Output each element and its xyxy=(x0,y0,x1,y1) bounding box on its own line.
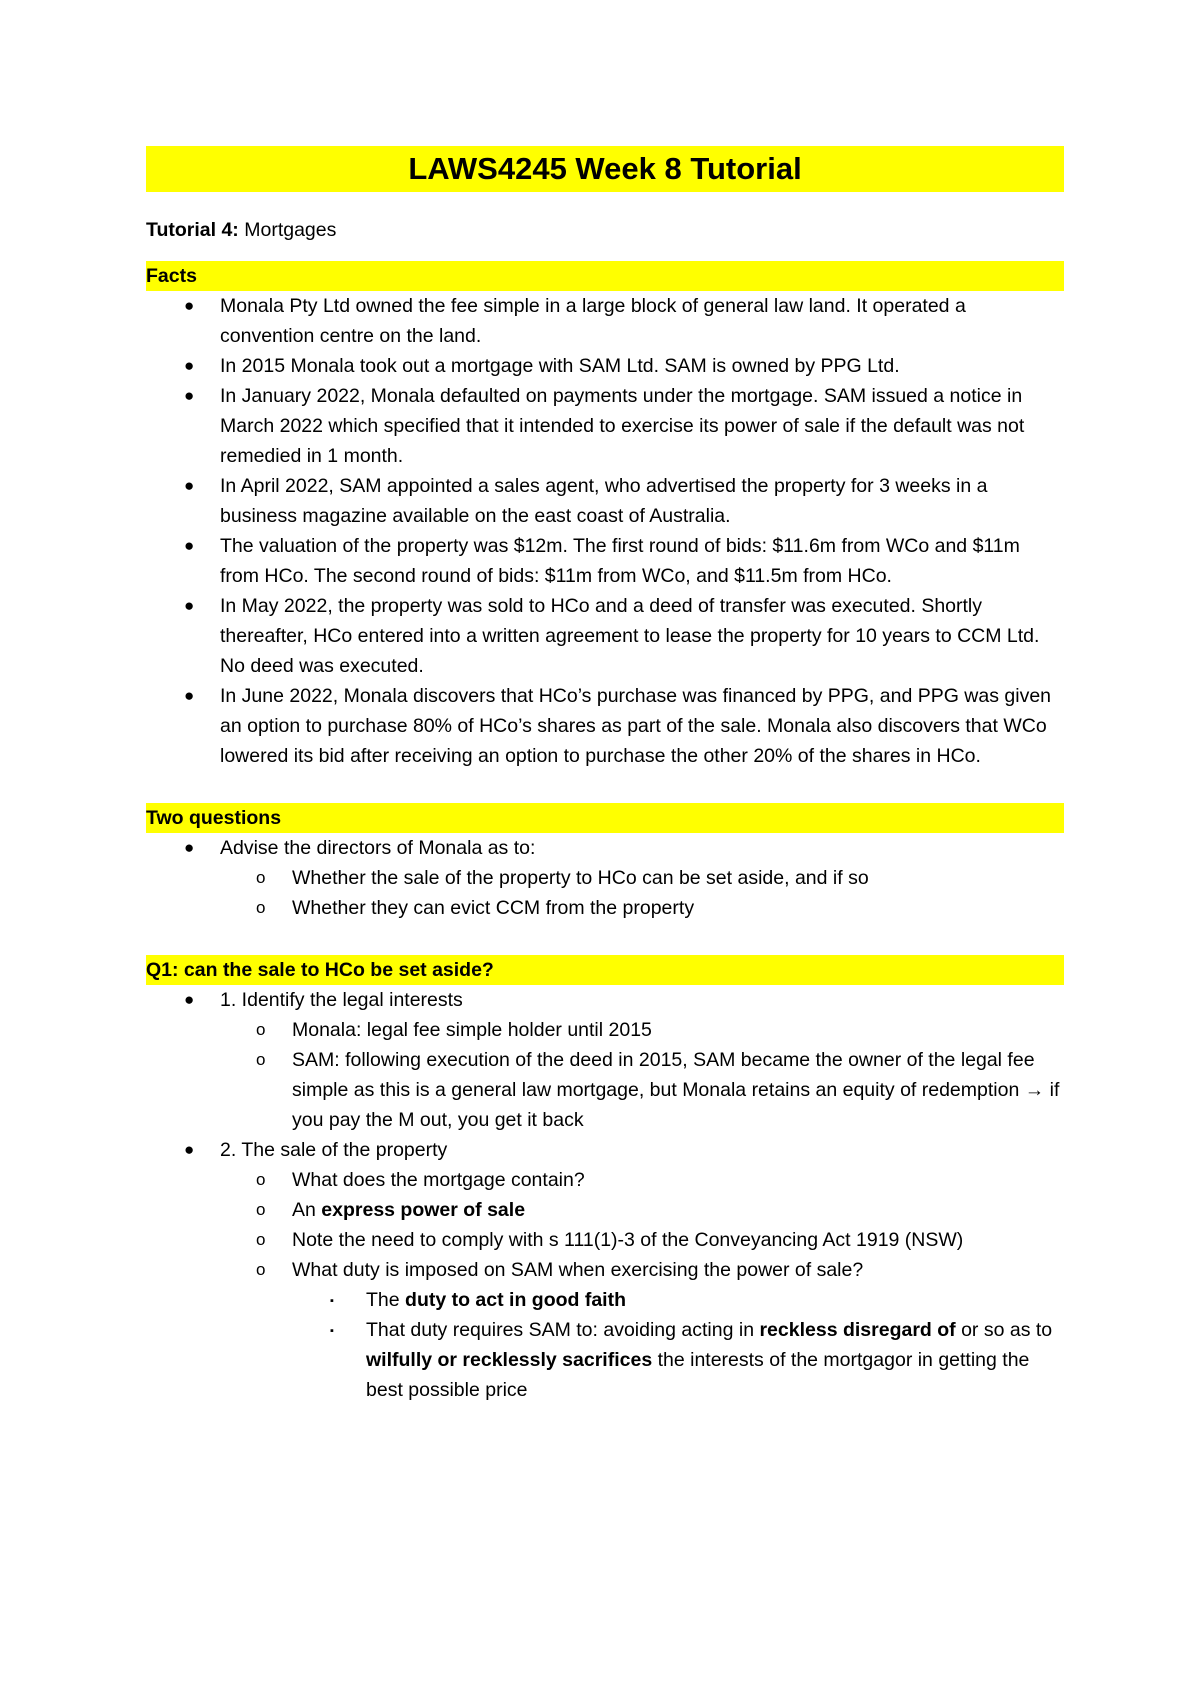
list-item xyxy=(146,1165,1064,1195)
page-title: LAWS4245 Week 8 Tutorial xyxy=(146,146,1064,192)
bullet-icon: ● xyxy=(184,596,195,615)
step-text: What duty is imposed on SAM when exercising the power of sale? xyxy=(292,1259,864,1281)
list-item xyxy=(146,1315,1064,1405)
fact-text: In May 2022, the property was sold to HCo and a deed of transfer was executed. Shortly thereafter, HCo entered into a written agreement to lease the property for 10 years to CCM Ltd. No deed was executed. xyxy=(220,595,1040,677)
questions-heading: Two questions xyxy=(146,803,1064,833)
duty-text: or so as to xyxy=(955,1319,1053,1341)
circle-bullet-icon: o xyxy=(256,868,266,887)
circle-bullet-icon: o xyxy=(256,1230,266,1249)
circle-bullet-icon: o xyxy=(256,1050,266,1069)
step-emphasis: express power of sale xyxy=(321,1199,526,1221)
list-item xyxy=(146,1045,1064,1135)
facts-list xyxy=(146,291,1064,771)
spacer xyxy=(146,245,1064,259)
list-item xyxy=(146,471,1064,531)
list-item xyxy=(146,381,1064,471)
bullet-icon: ● xyxy=(184,990,195,1009)
step-text: Note the need to comply with s 111(1)-3 of the Conveyancing Act 1919 (NSW) xyxy=(292,1229,964,1251)
fact-text: Monala Pty Ltd owned the fee simple in a large block of general law land. It operated a convention centre on the land. xyxy=(220,295,966,347)
list-item xyxy=(146,893,1064,923)
list-item xyxy=(146,1135,1064,1165)
circle-bullet-icon: o xyxy=(256,1170,266,1189)
spacer xyxy=(146,771,1064,801)
bullet-icon: ● xyxy=(184,356,195,375)
step-text: An xyxy=(292,1199,322,1221)
questions-list xyxy=(146,833,1064,923)
step-label: 2. The sale of the property xyxy=(220,1139,448,1161)
list-item xyxy=(146,1225,1064,1255)
question-text: Whether the sale of the property to HCo can be set aside, and if so xyxy=(292,867,869,889)
bullet-icon: ● xyxy=(184,838,195,857)
fact-text: In June 2022, Monala discovers that HCo’s purchase was financed by PPG, and PPG was given an option to purchase 80% of HCo’s shares as part of the sale. Monala also discovers that WCo lowered its bid after receiving an option to purchase the other 20% of the shares in HCo. xyxy=(220,685,1052,767)
fact-text: In 2015 Monala took out a mortgage with SAM Ltd. SAM is owned by PPG Ltd. xyxy=(220,355,900,377)
duty-text: the interests of the mortgagor in getting the best possible price xyxy=(366,1349,1030,1401)
circle-bullet-icon: o xyxy=(256,898,266,917)
step-label: 1. Identify the legal interests xyxy=(220,989,463,1011)
bullet-icon: ● xyxy=(184,386,195,405)
step-text: Monala: legal fee simple holder until 2015 xyxy=(292,1019,652,1041)
q1-list xyxy=(146,985,1064,1405)
duty-emphasis: duty to act in good faith xyxy=(405,1289,627,1311)
bullet-icon: ● xyxy=(184,686,195,705)
step-text: What does the mortgage contain? xyxy=(292,1169,585,1191)
square-bullet-icon: ▪ xyxy=(330,1295,334,1307)
fact-text: The valuation of the property was $12m. The first round of bids: $11.6m from WCo and $11m from HCo. The second round of bids: $11m from WCo, and $11.5m from HCo. xyxy=(220,535,1020,587)
duty-emphasis: wilfully or recklessly sacrifices xyxy=(366,1349,653,1371)
facts-heading: Facts xyxy=(146,261,1064,291)
fact-text: In January 2022, Monala defaulted on payments under the mortgage. SAM issued a notice in March 2022 which specified that it intended to exercise its power of sale if the default was not remedied in 1 month. xyxy=(220,385,1025,467)
list-item xyxy=(146,1015,1064,1045)
list-item xyxy=(146,1255,1064,1285)
question-intro: Advise the directors of Monala as to: xyxy=(220,837,536,859)
bullet-icon: ● xyxy=(184,476,195,495)
list-item xyxy=(146,1195,1064,1225)
bullet-icon: ● xyxy=(184,1140,195,1159)
tutorial-topic: Mortgages xyxy=(238,219,337,241)
list-item xyxy=(146,291,1064,351)
square-bullet-icon: ▪ xyxy=(330,1325,334,1337)
step-text: SAM: following execution of the deed in 2015, SAM became the owner of the legal fee simple as this is a general law mortgage, but Monala retains an equity of redemption xyxy=(292,1049,1035,1101)
duty-emphasis: reckless disregard of xyxy=(759,1319,956,1341)
bullet-icon: ● xyxy=(184,296,195,315)
list-item xyxy=(146,531,1064,591)
fact-text: In April 2022, SAM appointed a sales agent, who advertised the property for 3 weeks in a business magazine available on the east coast of Australia. xyxy=(220,475,988,527)
list-item xyxy=(146,985,1064,1015)
spacer xyxy=(146,923,1064,953)
list-item xyxy=(146,681,1064,771)
list-item xyxy=(146,591,1064,681)
step-text: if you pay the M out, you get it back xyxy=(292,1079,1060,1131)
question-text: Whether they can evict CCM from the property xyxy=(292,897,695,919)
duty-text: That duty requires SAM to: avoiding acting in xyxy=(366,1319,760,1341)
tutorial-label: Tutorial 4: xyxy=(146,219,239,241)
list-item xyxy=(146,1285,1064,1315)
list-item xyxy=(146,833,1064,863)
document-body xyxy=(146,146,1064,1405)
list-item xyxy=(146,351,1064,381)
circle-bullet-icon: o xyxy=(256,1200,266,1219)
arrow-icon: → xyxy=(1024,1079,1045,1101)
q1-heading: Q1: can the sale to HCo be set aside? xyxy=(146,955,1064,985)
duty-text: The xyxy=(366,1289,406,1311)
bullet-icon: ● xyxy=(184,536,195,555)
circle-bullet-icon: o xyxy=(256,1020,266,1039)
tutorial-subtitle xyxy=(146,215,1064,245)
list-item xyxy=(146,863,1064,893)
circle-bullet-icon: o xyxy=(256,1260,266,1279)
